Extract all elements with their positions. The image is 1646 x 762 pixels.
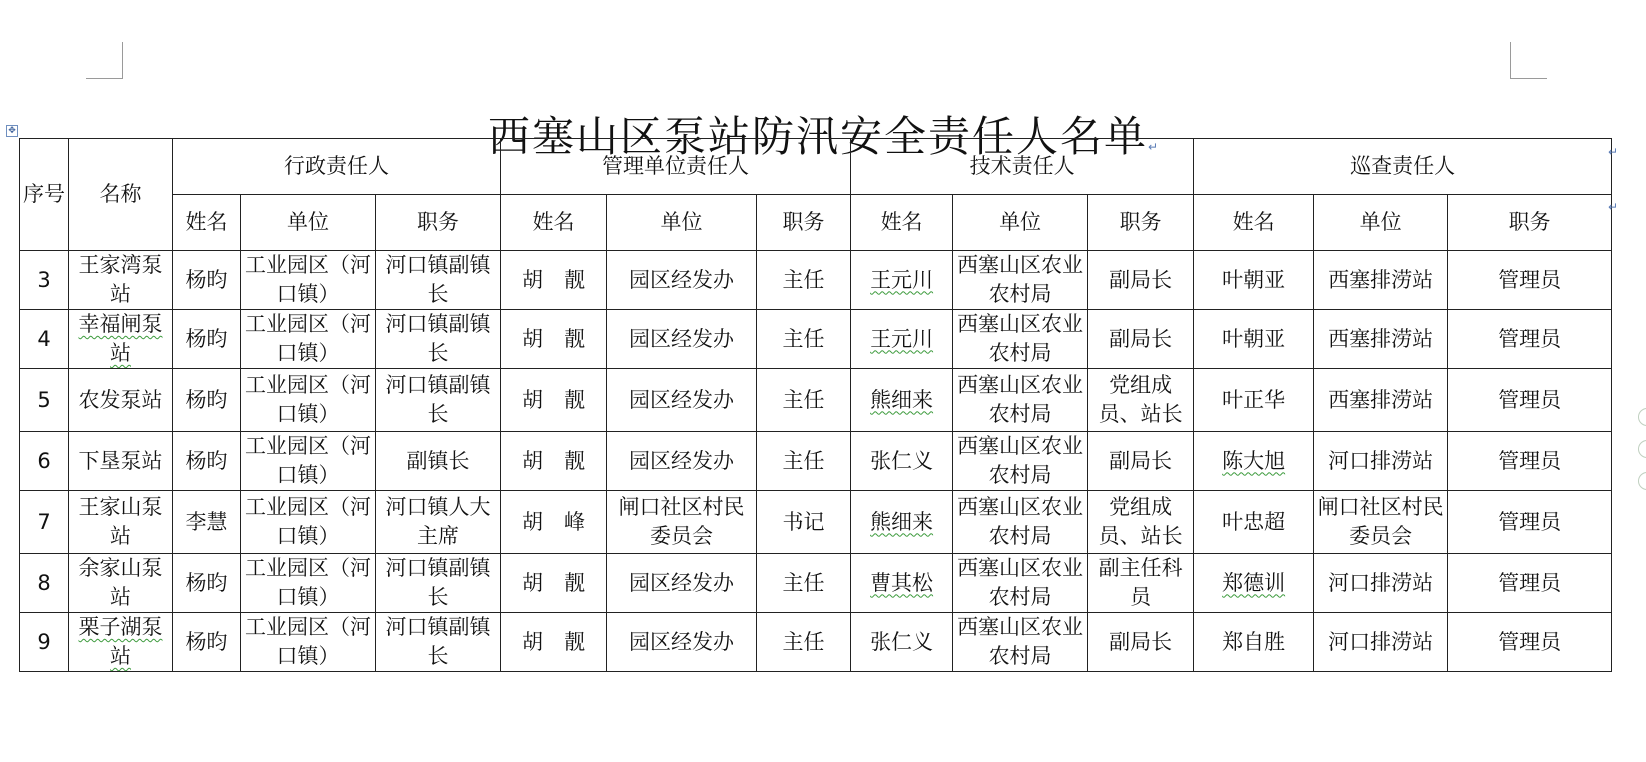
header-name: 名称 <box>69 139 173 251</box>
cell-insp-unit: 西塞排涝站 <box>1314 310 1448 369</box>
cell-name: 王家山泵站 <box>69 491 173 554</box>
cell-tech-unit: 西塞山区农业农村局 <box>953 369 1088 432</box>
cell-insp-title: 管理员 <box>1448 251 1612 310</box>
cell-insp-title: 管理员 <box>1448 369 1612 432</box>
header-insp-name: 姓名 <box>1194 195 1314 251</box>
cell-insp-title: 管理员 <box>1448 554 1612 613</box>
cell-insp-unit: 西塞排涝站 <box>1314 251 1448 310</box>
cell-insp-name: 叶朝亚 <box>1194 251 1314 310</box>
cell-mgr-name: 胡 峰 <box>501 491 607 554</box>
cell-adm-title: 河口镇副镇长 <box>376 554 501 613</box>
cell-insp-unit: 河口排涝站 <box>1314 554 1448 613</box>
cell-adm-title: 河口镇副镇长 <box>376 613 501 672</box>
cell-adm-name: 杨昀 <box>173 554 241 613</box>
cell-insp-title: 管理员 <box>1448 432 1612 491</box>
cell-mgr-title: 书记 <box>757 491 851 554</box>
cell-mgr-unit: 园区经发办 <box>607 432 757 491</box>
cell-adm-name: 李慧 <box>173 491 241 554</box>
cell-adm-title: 河口镇副镇长 <box>376 251 501 310</box>
cell-insp-title: 管理员 <box>1448 613 1612 672</box>
cell-insp-title: 管理员 <box>1448 491 1612 554</box>
cell-mgr-title: 主任 <box>757 310 851 369</box>
header-admin-unit: 单位 <box>241 195 376 251</box>
crop-mark-top-right <box>1510 42 1547 79</box>
cell-adm-name: 杨昀 <box>173 369 241 432</box>
crop-mark-top-left <box>86 42 123 79</box>
cell-mgr-name: 胡 靓 <box>501 432 607 491</box>
cell-tech-name: 张仁义 <box>851 613 953 672</box>
header-seq: 序号 <box>20 139 69 251</box>
cell-tech-unit: 西塞山区农业农村局 <box>953 251 1088 310</box>
cell-tech-unit: 西塞山区农业农村局 <box>953 491 1088 554</box>
cell-adm-title: 河口镇副镇长 <box>376 310 501 369</box>
cell-name: 余家山泵站 <box>69 554 173 613</box>
cell-name: 幸福闸泵站 <box>69 310 173 369</box>
cell-name: 农发泵站 <box>69 369 173 432</box>
cell-tech-title: 副主任科员 <box>1088 554 1194 613</box>
responsibility-table <box>19 138 1612 672</box>
cell-tech-name: 王元川 <box>851 310 953 369</box>
cell-adm-name: 杨昀 <box>173 613 241 672</box>
cell-insp-unit: 闸口社区村民委员会 <box>1314 491 1448 554</box>
cell-seq: 9 <box>20 613 69 672</box>
cell-mgr-title: 主任 <box>757 369 851 432</box>
cell-mgr-name: 胡 靓 <box>501 310 607 369</box>
header-mgr-unit: 单位 <box>607 195 757 251</box>
cell-insp-name: 郑德训 <box>1194 554 1314 613</box>
cell-seq: 5 <box>20 369 69 432</box>
cell-tech-name: 王元川 <box>851 251 953 310</box>
cell-mgr-title: 主任 <box>757 432 851 491</box>
cell-adm-name: 杨昀 <box>173 310 241 369</box>
cell-tech-title: 副局长 <box>1088 613 1194 672</box>
header-admin-title: 职务 <box>376 195 501 251</box>
cell-insp-name: 郑自胜 <box>1194 613 1314 672</box>
cell-tech-title: 党组成员、站长 <box>1088 491 1194 554</box>
cell-adm-unit: 工业园区（河口镇） <box>241 491 376 554</box>
cell-tech-unit: 西塞山区农业农村局 <box>953 613 1088 672</box>
cell-mgr-unit: 园区经发办 <box>607 554 757 613</box>
table-row <box>20 432 1612 491</box>
cell-seq: 3 <box>20 251 69 310</box>
header-admin-name: 姓名 <box>173 195 241 251</box>
cell-adm-unit: 工业园区（河口镇） <box>241 310 376 369</box>
cell-name: 栗子湖泵站 <box>69 613 173 672</box>
cell-mgr-unit: 园区经发办 <box>607 369 757 432</box>
paragraph-mark-icon: ↵ <box>1147 140 1159 155</box>
page-title-text: 西塞山区泵站防汛安全责任人名单 <box>487 112 1148 162</box>
cell-tech-name: 熊细来 <box>851 491 953 554</box>
row-end-mark: ↵ <box>1607 145 1619 159</box>
header-row-groups <box>20 139 1612 195</box>
table-body <box>20 251 1612 672</box>
header-group-admin: 行政责任人 <box>173 139 501 195</box>
cell-tech-name: 曹其松 <box>851 554 953 613</box>
row-end-mark: ↵ <box>1607 200 1619 214</box>
cell-mgr-name: 胡 靓 <box>501 251 607 310</box>
header-insp-title: 职务 <box>1448 195 1612 251</box>
cell-tech-name: 张仁义 <box>851 432 953 491</box>
cell-adm-unit: 工业园区（河口镇） <box>241 554 376 613</box>
table-row <box>20 310 1612 369</box>
cell-insp-unit: 河口排涝站 <box>1314 613 1448 672</box>
cell-tech-title: 副局长 <box>1088 251 1194 310</box>
header-tech-title: 职务 <box>1088 195 1194 251</box>
cell-name: 王家湾泵站 <box>69 251 173 310</box>
cell-mgr-unit: 园区经发办 <box>607 613 757 672</box>
cell-tech-unit: 西塞山区农业农村局 <box>953 432 1088 491</box>
cell-tech-unit: 西塞山区农业农村局 <box>953 554 1088 613</box>
cell-mgr-name: 胡 靓 <box>501 613 607 672</box>
header-mgr-name: 姓名 <box>501 195 607 251</box>
cell-adm-title: 河口镇副镇长 <box>376 369 501 432</box>
cell-adm-unit: 工业园区（河口镇） <box>241 251 376 310</box>
cell-insp-unit: 西塞排涝站 <box>1314 369 1448 432</box>
cell-tech-title: 党组成员、站长 <box>1088 369 1194 432</box>
cell-mgr-name: 胡 靓 <box>501 369 607 432</box>
table-row <box>20 554 1612 613</box>
cell-adm-unit: 工业园区（河口镇） <box>241 613 376 672</box>
header-group-technical: 技术责任人 <box>851 139 1194 195</box>
cell-mgr-title: 主任 <box>757 613 851 672</box>
header-tech-name: 姓名 <box>851 195 953 251</box>
side-marker-icon <box>1638 472 1646 490</box>
cell-insp-title: 管理员 <box>1448 310 1612 369</box>
header-row-fields <box>20 195 1612 251</box>
cell-seq: 4 <box>20 310 69 369</box>
cell-mgr-unit: 园区经发办 <box>607 251 757 310</box>
header-mgr-title: 职务 <box>757 195 851 251</box>
table-row <box>20 491 1612 554</box>
header-tech-unit: 单位 <box>953 195 1088 251</box>
cell-insp-unit: 河口排涝站 <box>1314 432 1448 491</box>
cell-insp-name: 叶朝亚 <box>1194 310 1314 369</box>
cell-mgr-title: 主任 <box>757 554 851 613</box>
cell-seq: 7 <box>20 491 69 554</box>
cell-insp-name: 陈大旭 <box>1194 432 1314 491</box>
cell-name: 下垦泵站 <box>69 432 173 491</box>
cell-mgr-title: 主任 <box>757 251 851 310</box>
side-marker-icon <box>1638 408 1646 426</box>
cell-adm-title: 河口镇人大主席 <box>376 491 501 554</box>
header-insp-unit: 单位 <box>1314 195 1448 251</box>
cell-tech-name: 熊细来 <box>851 369 953 432</box>
move-handle-icon[interactable]: ✥ <box>6 125 18 137</box>
cell-seq: 6 <box>20 432 69 491</box>
cell-mgr-unit: 闸口社区村民委员会 <box>607 491 757 554</box>
cell-adm-unit: 工业园区（河口镇） <box>241 432 376 491</box>
cell-seq: 8 <box>20 554 69 613</box>
header-group-inspection: 巡查责任人 <box>1194 139 1612 195</box>
cell-insp-name: 叶正华 <box>1194 369 1314 432</box>
cell-mgr-name: 胡 靓 <box>501 554 607 613</box>
cell-adm-title: 副镇长 <box>376 432 501 491</box>
cell-mgr-unit: 园区经发办 <box>607 310 757 369</box>
header-group-management: 管理单位责任人 <box>501 139 851 195</box>
table-row <box>20 369 1612 432</box>
table-row <box>20 251 1612 310</box>
cell-tech-unit: 西塞山区农业农村局 <box>953 310 1088 369</box>
table-row <box>20 613 1612 672</box>
cell-adm-unit: 工业园区（河口镇） <box>241 369 376 432</box>
cell-adm-name: 杨昀 <box>173 251 241 310</box>
cell-tech-title: 副局长 <box>1088 310 1194 369</box>
cell-insp-name: 叶忠超 <box>1194 491 1314 554</box>
cell-adm-name: 杨昀 <box>173 432 241 491</box>
cell-tech-title: 副局长 <box>1088 432 1194 491</box>
side-marker-icon <box>1638 440 1646 458</box>
